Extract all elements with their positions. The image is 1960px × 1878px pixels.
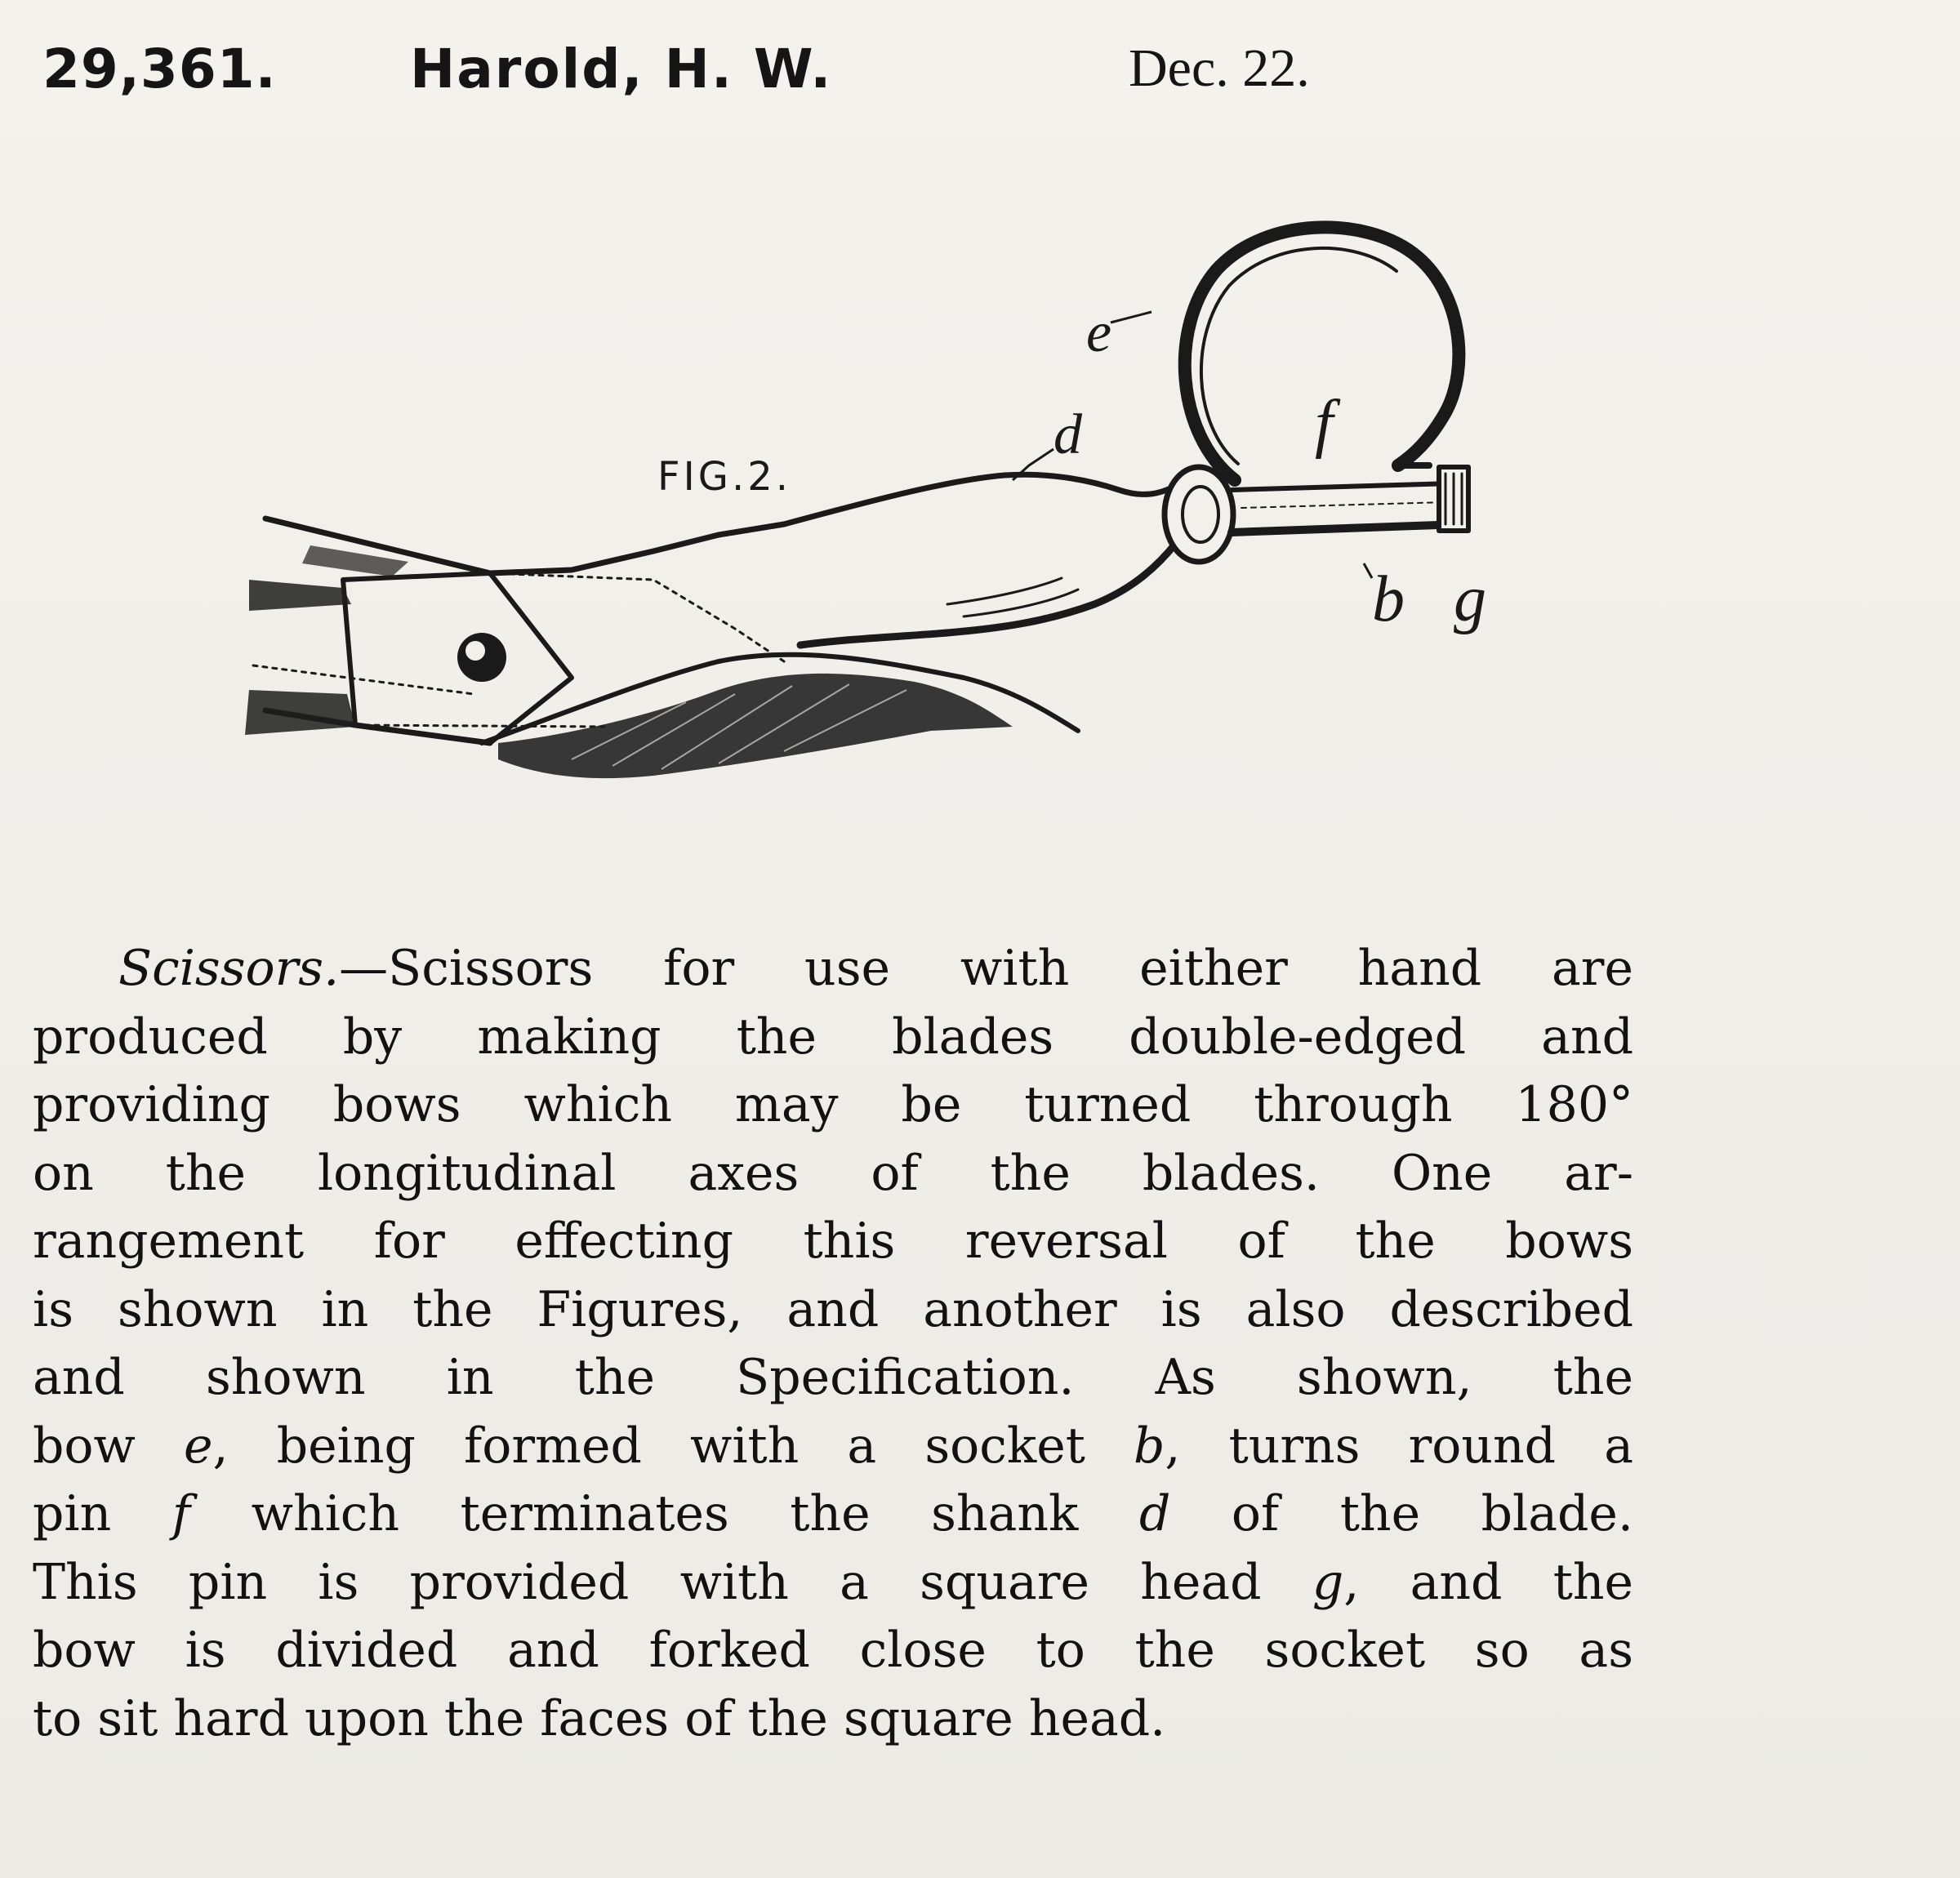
figure-caption: FIG.2.	[657, 454, 792, 500]
text-line-12: to sit hard upon the faces of the square head.	[33, 1689, 1166, 1747]
text-line-4: on the longitudinal axes of the blades. One ar-	[33, 1144, 1633, 1202]
text-line-8: bow e, being formed with a socket b, turns round a	[33, 1417, 1633, 1475]
label-e: e	[1086, 301, 1112, 364]
text-line-2: produced by making the blades double-edged and	[33, 1008, 1633, 1066]
label-b: b	[1372, 563, 1405, 635]
text-line-1	[33, 935, 1633, 1004]
text-line-6: is shown in the Figures, and another is also described	[33, 1280, 1633, 1338]
scissors-figure	[229, 220, 1617, 808]
patent-date: Dec. 22.	[1129, 38, 1310, 98]
text-line-10: This pin is provided with a square head g, and the	[33, 1553, 1633, 1611]
label-f: f	[1315, 388, 1334, 460]
abstract-text	[33, 935, 1633, 1753]
abstract-title: Scissors.	[118, 940, 340, 997]
patent-header	[42, 29, 1839, 111]
label-g: g	[1454, 563, 1486, 635]
text-line-9: pin f which terminates the shank d of the blade.	[33, 1485, 1633, 1542]
scissors-drawing	[229, 220, 1617, 808]
text-line-5: rangement for effecting this reversal of the bows	[33, 1213, 1633, 1270]
inventor-name: Harold, H. W.	[410, 38, 833, 100]
text-line-1-rest: —Scissors for use with either hand are	[339, 940, 1633, 997]
text-line-11: bow is divided and forked close to the socket so as	[33, 1622, 1633, 1679]
text-line-3: providing bows which may be turned through 180°	[33, 1076, 1633, 1133]
text-line-7: and shown in the Specification. As shown, the	[33, 1349, 1633, 1406]
patent-number: 29,361.	[42, 38, 277, 100]
label-d: d	[1054, 403, 1082, 466]
